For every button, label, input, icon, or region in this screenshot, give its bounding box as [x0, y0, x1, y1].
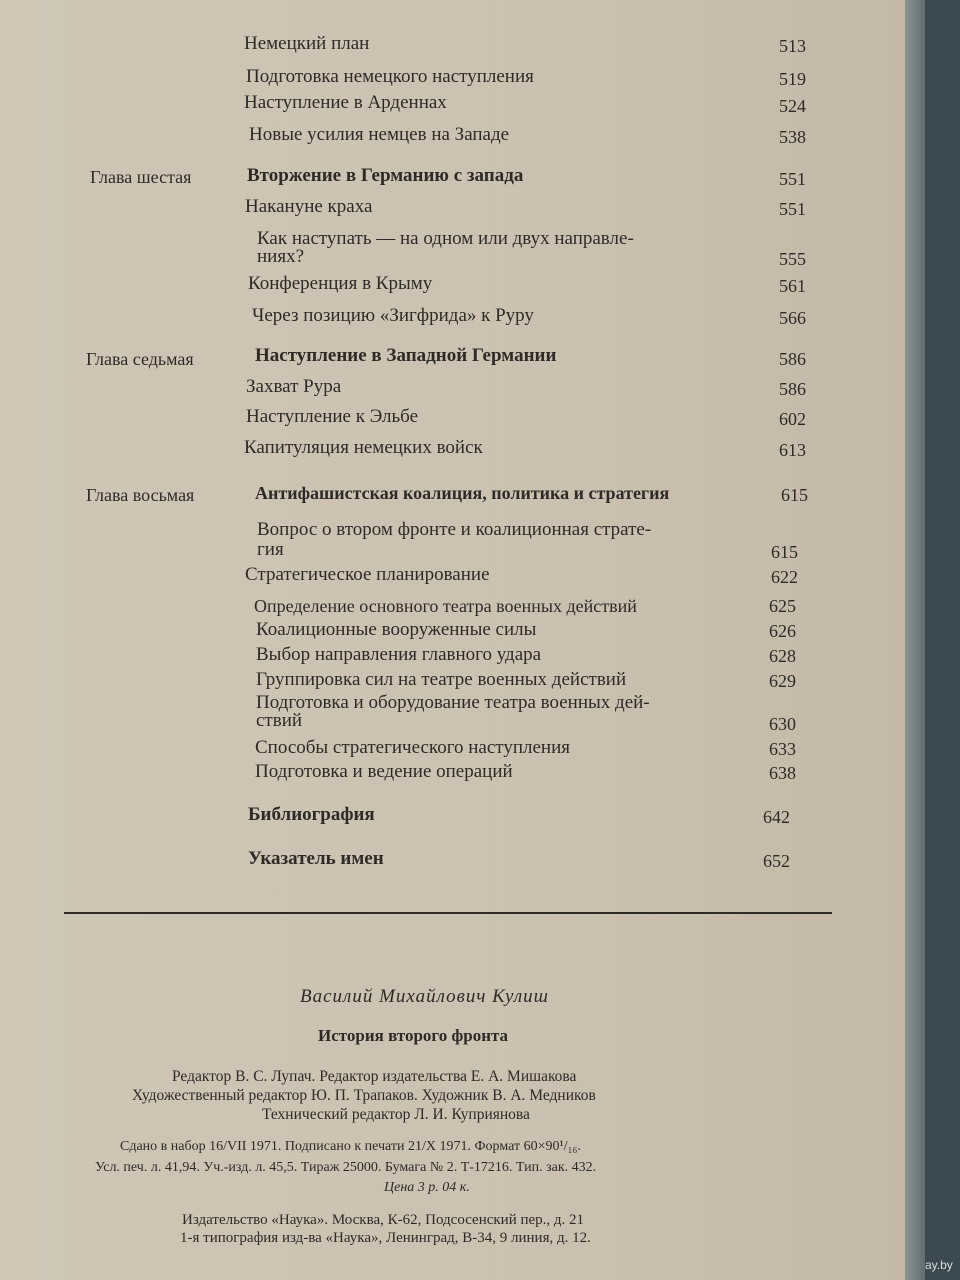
chapter-title: Антифашистская коалиция, политика и стратегия: [255, 483, 670, 503]
imprint-price: Цена 3 р. 04 к.: [384, 1180, 470, 1195]
toc-entry-title: Новые усилия немцев на Западе: [249, 124, 510, 145]
toc-entry-page: 519: [779, 69, 806, 89]
toc-entry-page: 586: [779, 379, 806, 399]
imprint-publisher-line: Издательство «Наука». Москва, К-62, Подсосенский пер., д. 21: [182, 1212, 585, 1228]
toc-entry-title: Захват Рура: [246, 376, 342, 397]
toc-entry-page: 629: [769, 671, 796, 691]
imprint-book-title: История второго фронта: [318, 1026, 509, 1045]
toc-entry-title: Наступление к Эльбе: [246, 406, 419, 427]
toc-entry-page: 551: [779, 199, 806, 219]
toc-entry-title: Определение основного театра военных действий: [254, 596, 637, 616]
watermark-text: ay.by: [925, 1258, 953, 1272]
toc-entry-page: 555: [779, 249, 806, 269]
page-edge-shadow: [905, 0, 925, 1280]
toc-entry-page: 628: [769, 646, 796, 666]
toc-entry-page: 561: [779, 276, 806, 296]
toc-entry-page: 602: [779, 409, 806, 429]
toc-entry-page: 652: [763, 851, 790, 871]
chapter-label: Глава седьмая: [86, 349, 194, 369]
toc-entry-page: 622: [771, 567, 798, 587]
toc-entry-page: 566: [779, 308, 806, 328]
toc-entry-page: 615: [781, 485, 808, 505]
toc-entry-page: 625: [769, 596, 796, 616]
imprint-publisher-line: 1-я типография изд-ва «Наука», Ленинград, В-34, 9 линия, д. 12.: [180, 1230, 591, 1246]
toc-entry-title: Подготовка и оборудование театра военных дей-: [256, 692, 650, 713]
toc-entry-title: Наступление в Арденнах: [244, 92, 447, 113]
toc-entry-page: 642: [763, 807, 790, 827]
toc-entry-title-cont: ниях?: [257, 246, 305, 267]
toc-entry-title: Накануне краха: [245, 196, 373, 217]
toc-entry-page: 633: [769, 739, 796, 759]
chapter-title: Наступление в Западной Германии: [255, 345, 557, 366]
toc-entry-title: Способы стратегического наступления: [255, 737, 571, 758]
toc-entry-title: Вопрос о втором фронте и коалиционная страте-: [257, 519, 652, 540]
chapter-title: Вторжение в Германию с запада: [247, 165, 524, 186]
toc-entry-title: Капитуляция немецких войск: [244, 437, 483, 458]
imprint-editors-line: Редактор В. С. Лупач. Редактор издательства Е. А. Мишакова: [172, 1068, 577, 1085]
imprint-editors-line: Художественный редактор Ю. П. Трапаков. Художник В. А. Медников: [132, 1087, 596, 1104]
toc-entry-title: Подготовка немецкого наступления: [246, 66, 534, 87]
chapter-label: Глава шестая: [90, 167, 192, 187]
toc-entry-page: 524: [779, 96, 806, 116]
toc-entry-title: Конференция в Крыму: [248, 273, 433, 294]
toc-entry-page: 586: [779, 349, 806, 369]
toc-entry-title: Стратегическое планирование: [245, 564, 490, 585]
toc-entry-page: 638: [769, 763, 796, 783]
toc-entry-title: Подготовка и ведение операций: [255, 761, 513, 782]
bibliography-title: Библиография: [248, 804, 375, 825]
toc-entry-title-cont: гия: [257, 539, 284, 560]
toc-entry-page: 626: [769, 621, 796, 641]
toc-entry-title: Коалиционные вооруженные силы: [256, 619, 537, 640]
imprint-print-line: Сдано в набор 16/VII 1971. Подписано к печати 21/X 1971. Формат 60×90¹/₁₆.: [120, 1139, 581, 1154]
toc-entry-page: 551: [779, 169, 806, 189]
imprint-author: Василий Михайлович Кулиш: [300, 986, 550, 1007]
toc-entry-title: Через позицию «Зигфрида» к Руру: [252, 305, 534, 326]
toc-entry-page: 538: [779, 127, 806, 147]
toc-entry-page: 615: [771, 542, 798, 562]
toc-entry-title: Как наступать — на одном или двух направле-: [257, 228, 634, 249]
chapter-label: Глава восьмая: [86, 485, 195, 505]
index-title: Указатель имен: [248, 848, 384, 869]
toc-entry-title: Выбор направления главного удара: [256, 644, 542, 665]
divider-rule: [64, 912, 832, 914]
toc-entry-title-cont: ствий: [256, 710, 303, 731]
imprint-print-line: Усл. печ. л. 41,94. Уч.-изд. л. 45,5. Тираж 25000. Бумага № 2. Т-17216. Тип. зак. 432.: [95, 1160, 597, 1175]
toc-entry-page: 513: [779, 36, 806, 56]
toc-entry-title: Группировка сил на театре военных действий: [256, 669, 627, 690]
imprint-editors-line: Технический редактор Л. И. Куприянова: [262, 1106, 530, 1123]
toc-entry-page: 630: [769, 714, 796, 734]
toc-entry-page: 613: [779, 440, 806, 460]
toc-entry-title: Немецкий план: [244, 33, 370, 54]
